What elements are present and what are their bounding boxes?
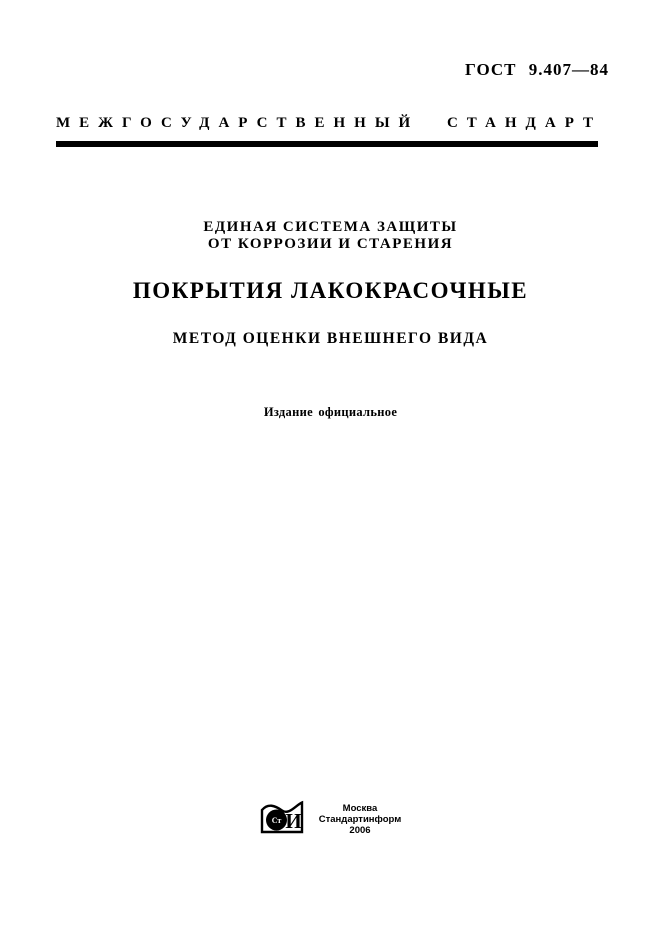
edition-note: Издание официальное <box>263 405 398 419</box>
standard-type-banner: МЕЖГОСУДАРСТВЕННЫЙ СТАНДАРТ <box>56 115 603 131</box>
logo-letter: И <box>285 809 302 833</box>
document-subtitle: МЕТОД ОЦЕНКИ ВНЕШНЕГО ВИДА <box>172 330 489 347</box>
doc-number: ГОСТ 9.407—84 <box>465 60 609 79</box>
standartinform-logo-icon <box>260 799 304 834</box>
publisher-name: Стандартинформ <box>318 814 402 825</box>
standard-system-title <box>0 219 661 253</box>
system-title-line2: ОТ КОРРОЗИИ И СТАРЕНИЯ <box>207 236 454 252</box>
system-title-line1: ЕДИНАЯ СИСТЕМА ЗАЩИТЫ <box>203 219 458 235</box>
banner-rule <box>56 141 598 147</box>
publisher-year: 2006 <box>349 825 371 836</box>
publisher-imprint <box>319 799 401 836</box>
logo-monogram: Ст <box>271 816 282 825</box>
document-title: ПОКРЫТИЯ ЛАКОКРАСОЧНЫЕ <box>132 278 529 303</box>
publisher-city: Москва <box>342 803 378 814</box>
publisher-block <box>0 799 661 836</box>
